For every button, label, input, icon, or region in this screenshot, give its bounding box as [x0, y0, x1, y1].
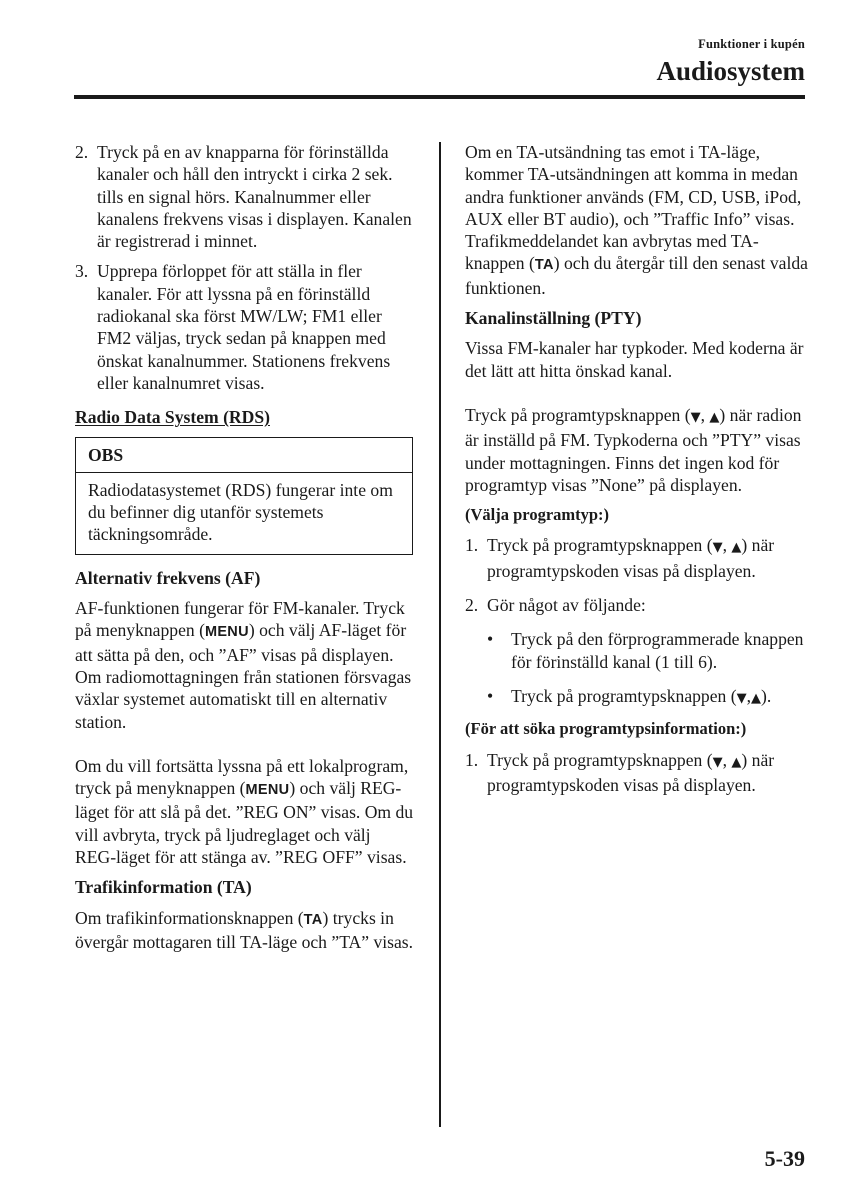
text-run: Om en TA-utsändning tas emot i TA-läge, kommer TA-utsändningen att komma in medan andra funktioner används (FM, CD, USB, iPod, AUX eller BT audio), och ”Traffic Info” visas. Trafikmeddelandet kan avbrytas med TA-knappen (: [465, 142, 802, 274]
up-arrow-icon: ▲: [731, 754, 742, 770]
text-run: ) när programtypskoden visas på displayen.: [487, 749, 775, 795]
note-box: [75, 437, 413, 555]
down-arrow-icon: ▼: [712, 754, 723, 770]
text-run: ) när programtypskoden visas på displayen.: [487, 535, 775, 581]
step-text: Tryck på en av knapparna för förinställda kanaler och håll den intryckt i cirka 2 sek. tills en signal hörs. Kanalnummer eller kanalens frekvens visas i displayen. Kanalen är registrerad i minnet.: [97, 142, 412, 252]
text-run: ).: [761, 685, 772, 706]
text-run: Tryck på programtypsknappen (: [487, 749, 713, 770]
text-run: Tryck på programtypsknappen (: [465, 404, 691, 425]
page-number: 5-39: [764, 1146, 805, 1171]
af-paragraph-1: [75, 597, 415, 733]
step-text: [487, 534, 810, 582]
step-number: 2.: [465, 595, 479, 616]
menu-button-symbol: MENU: [204, 624, 249, 641]
down-arrow-icon: ▼: [690, 409, 701, 425]
step-number: 2.: [75, 142, 89, 162]
text-run: AF-funktionen fungerar för FM-kanaler. Tryck på menyknappen (: [75, 598, 405, 641]
step-number: 1.: [465, 535, 479, 556]
down-arrow-icon: ▼: [736, 690, 747, 706]
ta-button-symbol: TA: [534, 257, 554, 274]
text-run: ) och välj REG-läget för att slå på det. ”REG ON” visas. Om du vill avbryta, tryck på ljudreglaget och välj REG-läget för att stänga av. ”REG OFF” visas.: [75, 778, 414, 868]
column-divider: [439, 142, 441, 1127]
header-section: Funktioner i kupén: [698, 37, 805, 51]
search-step-1: [465, 749, 810, 797]
text-run: ) och du återgår till den senast valda funktionen.: [465, 253, 808, 298]
left-column: [75, 141, 415, 953]
select-step-1: [465, 534, 810, 582]
step-text: Gör något av följande:: [487, 595, 646, 616]
bullet-item-1: [465, 628, 810, 673]
text-run: Om trafikinformationsknappen (: [75, 907, 304, 928]
step-text: Upprepa förloppet för att ställa in fler kanaler. För att lyssna på en förinställd radiokanal ska först MW/LW; FM1 eller FM2 väljas, tryck sedan på knappen med önskat kanalnummer. Stationens frekvens eller kanalnumret visas.: [97, 261, 391, 393]
ta-heading: Trafikinformation (TA): [75, 877, 252, 898]
bullet: •: [487, 685, 494, 706]
step-3: [75, 260, 415, 394]
af-paragraph-2: [75, 755, 415, 868]
pty-heading: Kanalinställning (PTY): [465, 308, 642, 329]
menu-button-symbol: MENU: [245, 782, 290, 799]
pty-paragraph-1: Vissa FM-kanaler har typkoder. Med koderna är det lätt att hitta önskad kanal.: [465, 338, 804, 381]
pty-paragraph-2: [465, 404, 810, 496]
separator: ,: [722, 535, 732, 556]
text-run: ) trycks in övergår mottagaren till TA-läge och ”TA” visas.: [75, 907, 414, 952]
text-run: ) och välj AF-läget för att sätta på den, och ”AF” visas på displayen. Om radiomottagningen från stationen försvagas växlar systemet automatiskt till en alternativ station.: [75, 620, 412, 732]
select-heading: (Välja programtyp:): [465, 505, 610, 525]
up-arrow-icon: ▲: [751, 690, 761, 706]
note-title: OBS: [76, 438, 412, 473]
down-arrow-icon: ▼: [712, 540, 723, 556]
page-title: Audiosystem: [656, 56, 805, 86]
separator: ,: [722, 749, 732, 770]
text-run: Om du vill fortsätta lyssna på ett lokalprogram, tryck på menyknappen (: [75, 755, 409, 799]
up-arrow-icon: ▲: [709, 409, 720, 425]
rds-heading: Radio Data System (RDS): [75, 407, 270, 428]
bullet: •: [487, 629, 494, 650]
bullet-item-2: [465, 685, 810, 710]
step-number: 3.: [75, 261, 89, 282]
ta-paragraph-1: [75, 907, 415, 954]
ta-paragraph-2: [465, 141, 810, 299]
step-number: 1.: [465, 749, 479, 770]
step-2: [75, 141, 415, 252]
text-run: ) när radion är inställd på FM. Typkoderna och ”PTY” visas under mottagningen. Finns det ingen kod för programtyp visas ”None” på displayen.: [465, 404, 802, 495]
header-rule: [74, 95, 805, 99]
text-run: Tryck på programtypsknappen (: [487, 535, 713, 556]
separator: ,: [700, 404, 710, 425]
bullet-text: [511, 685, 810, 710]
af-heading: Alternativ frekvens (AF): [75, 567, 261, 588]
separator: ,: [746, 685, 751, 706]
right-column: [465, 141, 810, 796]
text-run: Tryck på programtypsknappen (: [511, 685, 737, 706]
select-step-2: [465, 594, 810, 616]
up-arrow-icon: ▲: [731, 540, 742, 556]
ta-button-symbol: TA: [303, 911, 323, 928]
step-text: [487, 749, 810, 797]
bullet-text: Tryck på den förprogrammerade knappen för förinställd kanal (1 till 6).: [511, 629, 804, 672]
note-body: Radiodatasystemet (RDS) fungerar inte om du befinner dig utanför systemets täckningsområde.: [88, 479, 393, 545]
search-heading: (För att söka programtypsinformation:): [465, 719, 747, 739]
